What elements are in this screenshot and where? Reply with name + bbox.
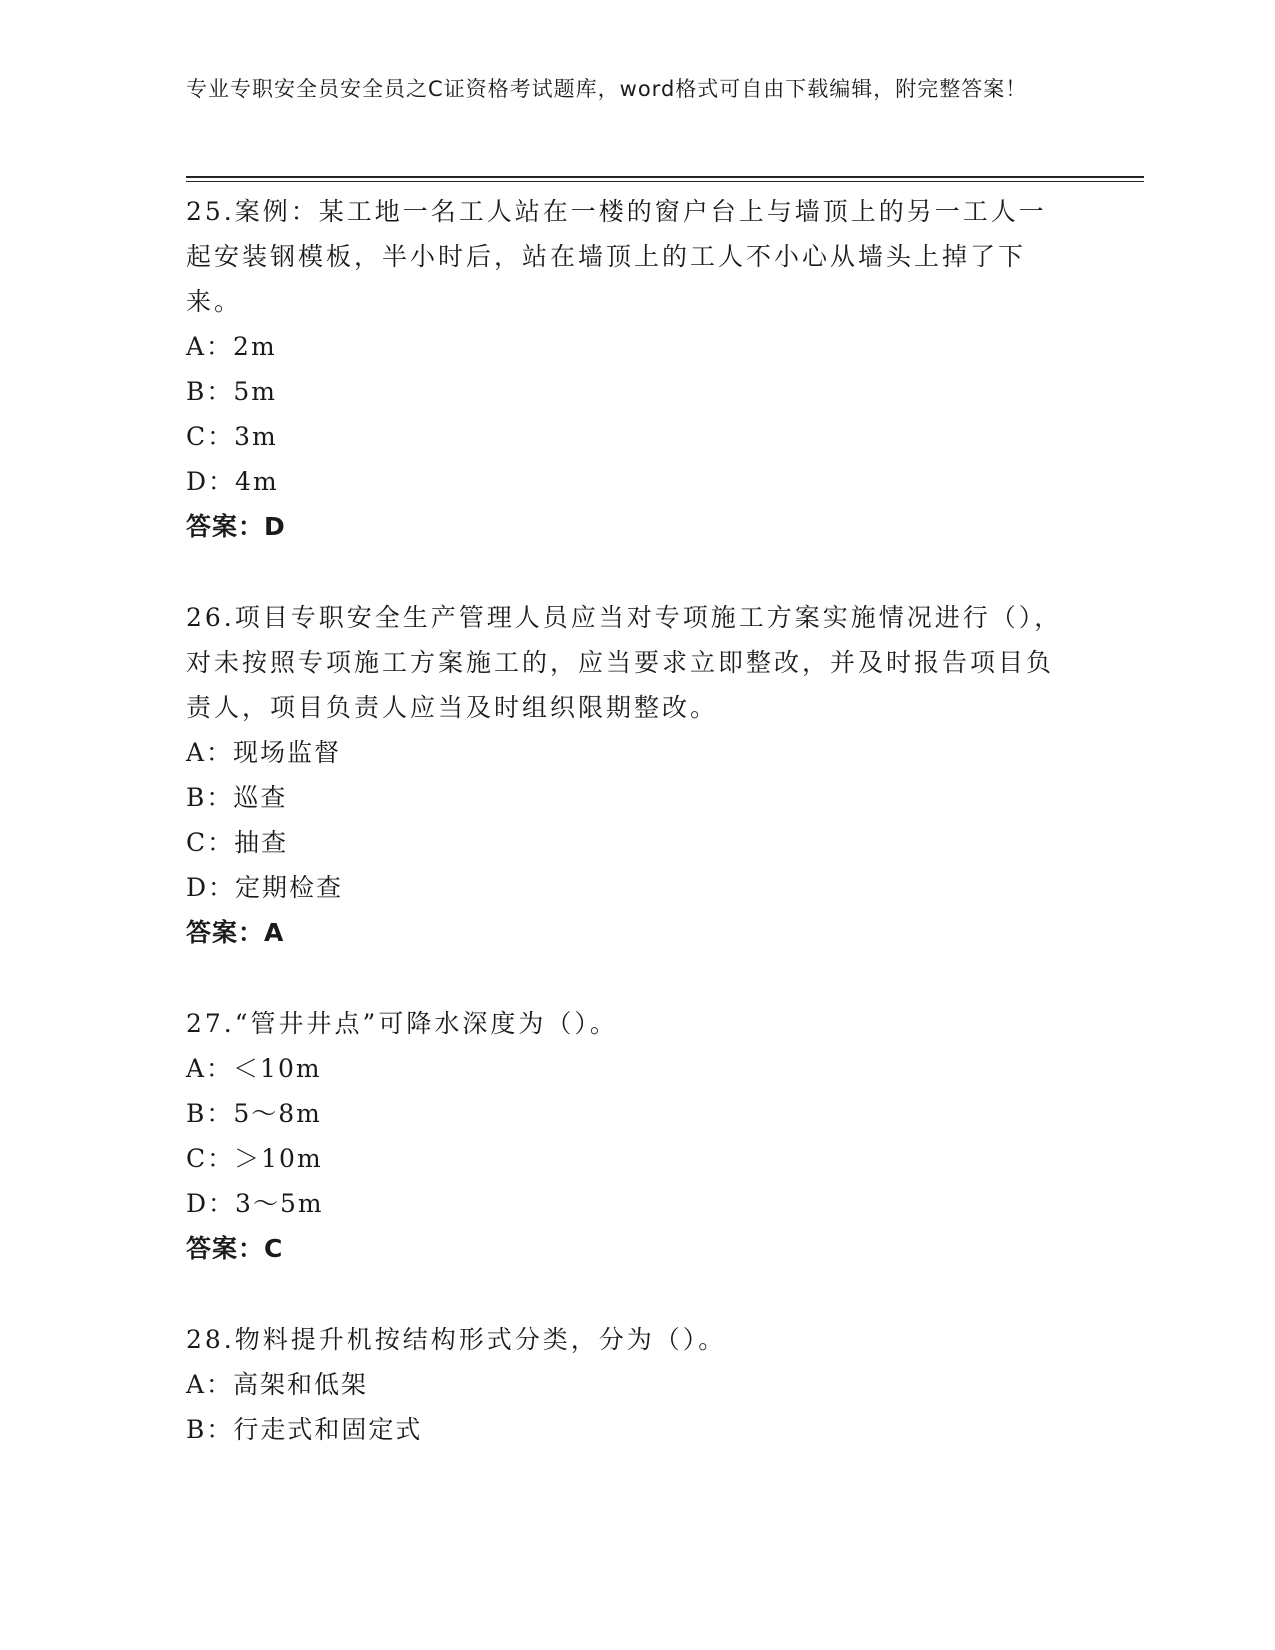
question-25	[186, 189, 1086, 550]
option-b: B：行走式和固定式	[186, 1415, 423, 1444]
answer-line: 答案：D	[186, 512, 286, 541]
option-d: D：4m	[186, 467, 279, 496]
question-stem: 25.案例：某工地一名工人站在一楼的窗户台上与墙顶上的另一工人一起安装钢模板，半小时后，站在墙顶上的工人不小心从墙头上掉了下来。	[186, 197, 1047, 316]
option-c: C：3m	[186, 422, 278, 451]
option-a: A：现场监督	[186, 738, 342, 767]
question-26	[186, 595, 1086, 956]
question-stem: 27.“管井井点”可降水深度为（）。	[186, 1009, 618, 1038]
answer-line: 答案：C	[186, 1234, 284, 1263]
question-stem: 26.项目专职安全生产管理人员应当对专项施工方案实施情况进行（），对未按照专项施工方案施工的，应当要求立即整改，并及时报告项目负责人，项目负责人应当及时组织限期整改。	[186, 603, 1063, 722]
option-c: C：＞10m	[186, 1144, 323, 1173]
option-a: A：2m	[186, 332, 277, 361]
question-stem: 28.物料提升机按结构形式分类，分为（）。	[186, 1325, 727, 1354]
question-28	[186, 1317, 1086, 1452]
option-c: C：抽查	[186, 828, 289, 857]
option-a: A：高架和低架	[186, 1370, 369, 1399]
question-list	[186, 189, 1086, 1497]
option-a: A：＜10m	[186, 1054, 322, 1083]
answer-line: 答案：A	[186, 918, 285, 947]
header-divider-thick	[186, 176, 1144, 178]
option-b: B：5m	[186, 377, 277, 406]
option-d: D：3～5m	[186, 1189, 324, 1218]
question-27	[186, 1001, 1086, 1272]
document-header: 专业专职安全员安全员之C证资格考试题库，word格式可自由下载编辑，附完整答案！	[186, 77, 1028, 101]
option-b: B：巡查	[186, 783, 288, 812]
header-divider-thin	[186, 181, 1144, 182]
option-b: B：5～8m	[186, 1099, 322, 1128]
option-d: D：定期检查	[186, 873, 344, 902]
